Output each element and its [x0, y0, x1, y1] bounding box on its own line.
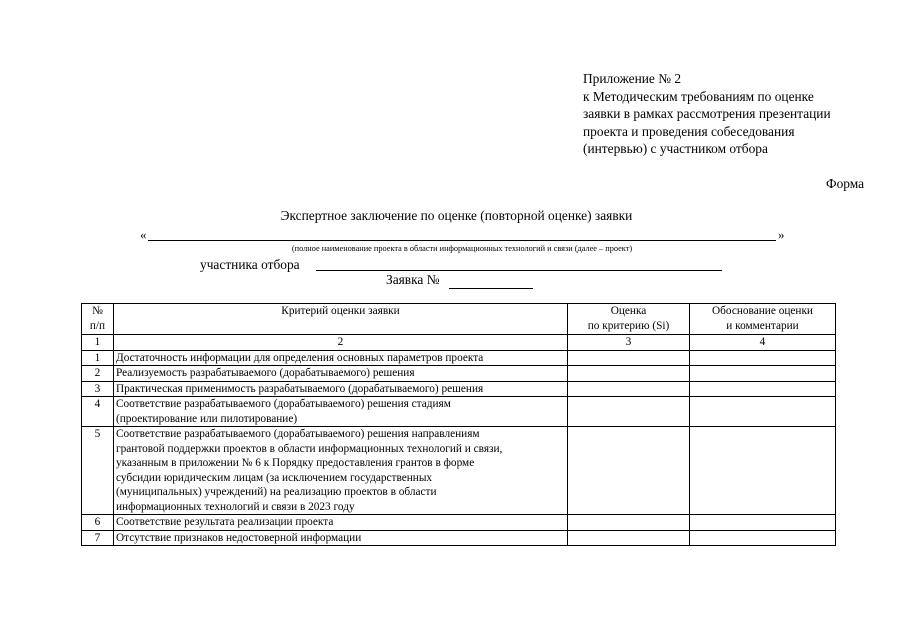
row-criterion: Отсутствие признаков недостоверной информации — [114, 530, 568, 546]
row-number: 5 — [82, 427, 114, 515]
application-number-line — [449, 288, 533, 289]
score-cell[interactable] — [568, 366, 690, 382]
table-header-row — [82, 304, 836, 335]
row-criterion: Практическая применимость разрабатываемого (дорабатываемого) решения — [114, 381, 568, 397]
header-comment: Обоснование оценки и комментарии — [690, 304, 836, 335]
comment-cell[interactable] — [690, 397, 836, 427]
row-criterion: Соответствие разрабатываемого (дорабатываемого) решения направлениям грантовой поддержки проектов в области информационных технологий и связи, указанным в приложении № 6 к Порядку предоставления грантов в форме субсидии юридическим лицам (за исключением государственных (муниципальных) учреждений) на реализацию проектов в области информационных технологий и связи в 2023 году — [114, 427, 568, 515]
score-cell[interactable] — [568, 530, 690, 546]
header-score: Оценка по критерию (Si) — [568, 304, 690, 335]
project-name-hint: (полное наименование проекта в области информационных технологий и связи (далее – проект) — [291, 244, 633, 253]
table-row — [82, 381, 836, 397]
comment-cell[interactable] — [690, 366, 836, 382]
row-number: 4 — [82, 397, 114, 427]
header-num: № п/п — [82, 304, 114, 335]
row-criterion: Соответствие разрабатываемого (дорабатываемого) решения стадиям (проектирование или пилотирование) — [114, 397, 568, 427]
row-number: 7 — [82, 530, 114, 546]
table-row — [82, 366, 836, 382]
comment-cell[interactable] — [690, 427, 836, 515]
row-criterion: Соответствие результата реализации проекта — [114, 515, 568, 531]
comment-cell[interactable] — [690, 381, 836, 397]
row-number: 2 — [82, 366, 114, 382]
index-cell: 1 — [82, 335, 114, 351]
row-number: 1 — [82, 350, 114, 366]
quote-open: « — [140, 227, 147, 242]
appendix-line: заявки в рамках рассмотрения презентации — [583, 106, 831, 121]
evaluation-table — [81, 303, 836, 546]
table-row — [82, 515, 836, 531]
header-criterion: Критерий оценки заявки — [114, 304, 568, 335]
comment-cell[interactable] — [690, 350, 836, 366]
quote-close: » — [778, 227, 785, 242]
score-cell[interactable] — [568, 397, 690, 427]
comment-cell[interactable] — [690, 530, 836, 546]
score-cell[interactable] — [568, 350, 690, 366]
project-name-line — [148, 240, 776, 241]
score-cell[interactable] — [568, 381, 690, 397]
row-criterion: Реализуемость разрабатываемого (дорабатываемого) решения — [114, 366, 568, 382]
appendix-line: к Методическим требованиям по оценке — [583, 88, 814, 104]
index-cell: 2 — [114, 335, 568, 351]
table-row — [82, 530, 836, 546]
table-row — [82, 427, 836, 515]
row-number: 6 — [82, 515, 114, 531]
appendix-line: Приложение № 2 — [583, 71, 682, 86]
document-title: Экспертное заключение по оценке (повторной оценке) заявки — [280, 208, 633, 223]
table-row — [82, 397, 836, 427]
index-cell: 3 — [568, 335, 690, 351]
score-cell[interactable] — [568, 427, 690, 515]
score-cell[interactable] — [568, 515, 690, 531]
table-index-row — [82, 335, 836, 351]
index-cell: 4 — [690, 335, 836, 351]
appendix-block — [583, 70, 893, 158]
appendix-line: (интервью) с участником отбора — [583, 141, 768, 156]
participant-label: участника отбора — [200, 257, 300, 272]
comment-cell[interactable] — [690, 515, 836, 531]
form-label: Форма — [826, 176, 865, 191]
row-criterion: Достаточность информации для определения основных параметров проекта — [114, 350, 568, 366]
row-number: 3 — [82, 381, 114, 397]
application-label: Заявка № — [386, 272, 440, 287]
participant-line — [316, 270, 722, 271]
table-row — [82, 350, 836, 366]
appendix-line: проекта и проведения собеседования — [583, 123, 795, 139]
